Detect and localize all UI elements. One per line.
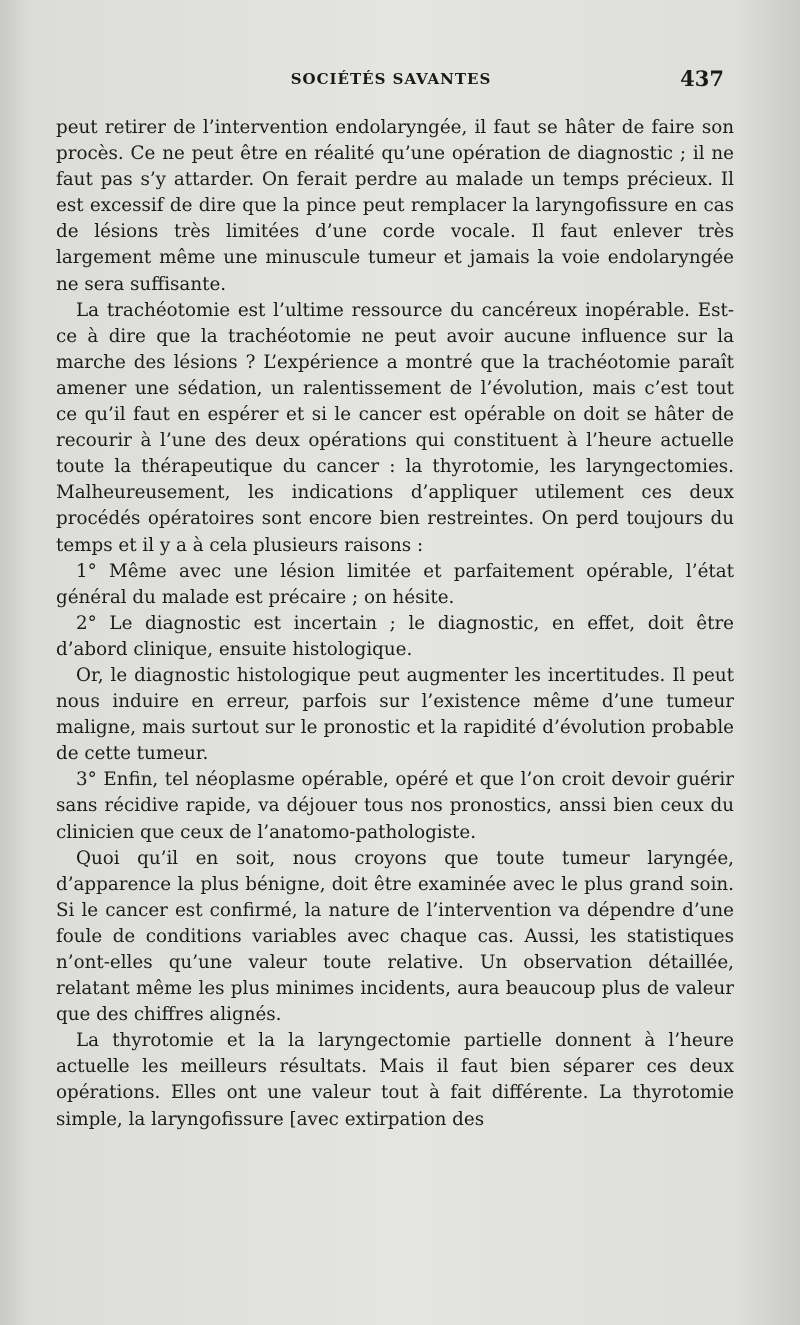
paragraph-thyrotomy: La thyrotomie et la la laryngectomie partielle donnent à l’heure actuelle les meilleurs résultats. Mais il faut bien séparer ces deux opérations. Elles ont une valeur tout à fait différente. La thyrotomie simple, la laryngofissure [avec extirpation des (56, 1030, 734, 1130)
running-title: SOCIÉTÉS SAVANTES (290, 70, 492, 88)
paragraph-continuation: peut retirer de l’intervention endolaryngée, il faut se hâter de faire son procès. Ce ne peut être en réalité qu’une opération de diagnostic ; il ne faut pas s’y attarder. On ferait perdre au malade un temps précieux. Il est excessif de dire que la pince peut remplacer la laryngofissure en cas de lésions très limitées d’une corde vocale. Il faut enlever très largement même une minuscule tumeur et jamais la voie endolaryngée ne sera suffisante. (56, 117, 734, 295)
paragraph-histology: Or, le diagnostic histologique peut augmenter les incertitudes. Il peut nous induire en erreur, parfois sur l’existence même d’une tumeur maligne, mais surtout sur le pronostic et la rapidité d’évolution probable de cette tumeur. (56, 664, 734, 765)
paragraph-reason-3: 3° Enfin, tel néoplasme opérable, opéré et que l’on croit devoir guérir sans récidive rapide, va déjouer tous nos pronostics, anssi bien ceux du clinicien que ceux de l’anatomo-pathologiste. (56, 769, 734, 843)
page-number: 437 (680, 66, 724, 91)
paragraph-examination: Quoi qu’il en soit, nous croyons que toute tumeur laryngée, d’apparence la plus bénigne, doit être examinée avec le plus grand soin. Si le cancer est confirmé, la nature de l’intervention va dépendre d’une foule de conditions variables avec chaque cas. Aussi, les statistiques n’ont-elles qu’une valeur toute relative. Un observation détaillée, relatant même les plus minimes incidents, aura beaucoup plus de valeur que des chiffres alignés. (56, 847, 734, 1026)
paragraph-tracheotomy: La trachéotomie est l’ultime ressource du cancéreux inopérable. Est-ce à dire que la trachéotomie ne peut avoir aucune influence sur la marche des lésions ? L’expérience a montré que la trachéotomie paraît amener une sédation, un ralentissement de l’évolution, mais c’est tout ce qu’il faut en espérer et si le cancer est opérable on doit se hâter de recourir à l’une des deux opérations qui constituent à l’heure actuelle toute la thérapeutique du cancer : la thyrotomie, les laryngectomies. Malheureusement, les indications d’appliquer utilement ces deux procédés opératoires sont encore bien restreintes. On perd toujours du temps et il y a à cela plusieurs raisons : (56, 299, 734, 556)
body-text (56, 115, 734, 1133)
paragraph-reason-1: 1° Même avec une lésion limitée et parfaitement opérable, l’état général du malade est précaire ; on hésite. (56, 560, 734, 608)
running-head (52, 66, 730, 96)
paragraph-reason-2: 2° Le diagnostic est incertain ; le diagnostic, en effet, doit être d’abord clinique, ensuite histologique. (56, 612, 734, 660)
